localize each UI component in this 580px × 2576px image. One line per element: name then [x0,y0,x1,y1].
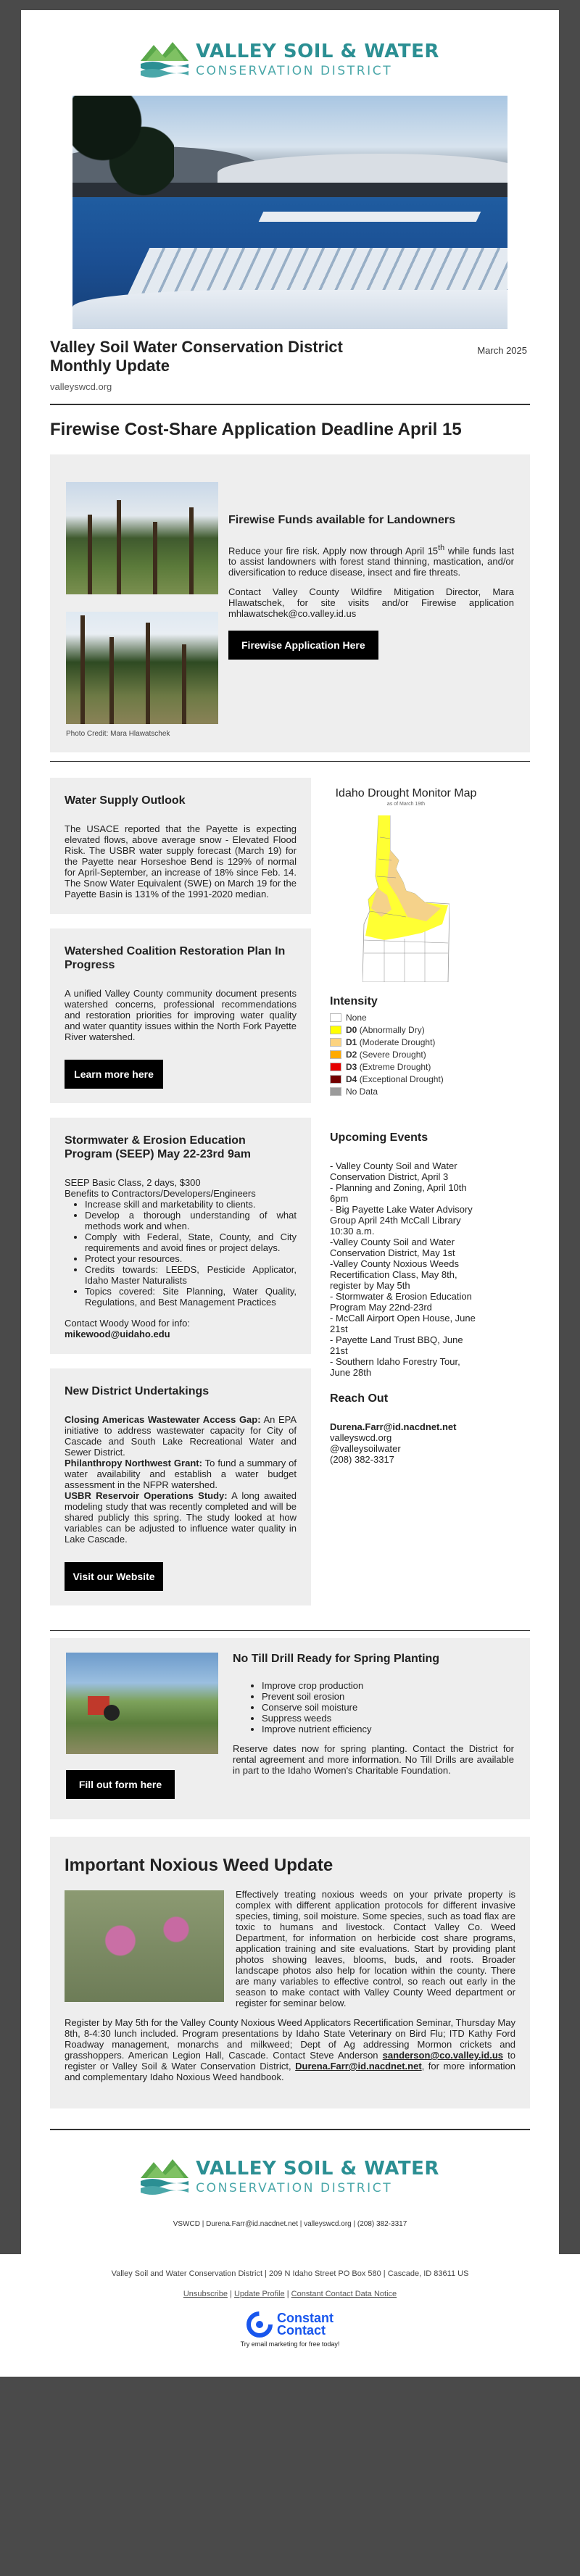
reach-social: @valleysoilwater [330,1443,401,1454]
hero-lake-image [72,96,508,329]
firewise-para2: Contact Valley County Wildfire Mitigation Director, Mara Hlawatschek, for site visits and/or Firewise application mhlawatschek@co.valley.id.us [228,586,514,620]
events-heading: Upcoming Events [330,1131,428,1144]
drought-legend [330,1013,482,1097]
seep-box [50,1118,311,1354]
constant-contact-footer [0,2254,580,2377]
update-profile-link[interactable]: Update Profile [233,2290,285,2298]
seep-contact: Contact Woody Wood for info: [65,1318,190,1329]
firewise-heading: Firewise Cost-Share Application Deadline April 15 [50,420,462,439]
district-heading: New District Undertakings [65,1385,210,1397]
seep-heading: Stormwater & Erosion Education Program (SEEP) May 22-23rd 9am [65,1134,251,1160]
event-item: - Payette Land Trust BBQ, June 21st [330,1334,463,1356]
cc-line1: Constant [277,2311,334,2325]
forest-photo-2 [66,612,218,724]
legend-item: No Data [330,1087,482,1097]
newsletter-title: Valley Soil Water Conservation District Monthly Update [50,338,343,375]
seep-benefits-list [65,1199,297,1308]
drought-map-title: Idaho Drought Monitor Map [335,787,477,799]
noxious-weed-para1: Effectively treating noxious weeds on your private property is complex with different application protocols for different invasive species, timing, soil moisture. Some species, such as toad flax are toxic to humans and livestock. Contact Valley Co. Weed Department, for information on herbicide cost share programs, application training and site evaluations. Start by providing plant photos showing leaves, blooms, buds, and roots. Broader landscape photos also help for location within the county. There are many variables to effective control, so reach out early in the season to make contact with Valley County Weed department or register for seminar below. [236,1889,515,2008]
list-item: • Suppress weeds [262,1713,514,1724]
seep-email-link[interactable]: mikewood@uidaho.edu [65,1329,170,1339]
visit-website-button[interactable]: Visit our Website [65,1562,163,1591]
drought-map-date: as of March 19th [386,802,426,807]
thistle-photo [65,1890,224,2002]
list-item: • Develop a thorough understanding of what methods work and when. [85,1210,297,1231]
constant-contact-logo[interactable] [0,2311,580,2338]
event-item: - McCall Airport Open House, June 21st [330,1313,476,1334]
list-item: • Credits towards: LEEDS, Pesticide Applicator, Idaho Master Naturalists [85,1264,297,1286]
watershed-body: A unified Valley County community document presents watershed concerns, professional recommendations and restoration priorities for improving water quality and water quantity issues within the North Fork Payette River watershed. [65,988,297,1042]
legend-item: None [330,1013,482,1023]
logo-title: VALLEY SOIL & WATER [196,40,439,62]
logo-subtitle: CONSERVATION DISTRICT [196,63,393,78]
firewise-para1: Reduce your fire risk. Apply now through April 15th while funds last to assist landowners with forest stand thinning, mastication, and/or diversification to reduce disease, insect and fire threats. [228,544,514,578]
water-supply-body: The USACE reported that the Payette is expecting elevated flows, above average snow - Elevated Flood Risk. The USBR water supply forecast (March 19) for the Payette near Horseshoe Bend is 129% of normal for April-September, an increase of 18% since Feb. 14. The Snow Water Equivalent (SWE) on March 19 for the Payette Basin is 131% of the 1991-2020 median. [65,823,297,899]
event-item: -Valley County Soil and Water Conservation District, May 1st [330,1237,455,1258]
no-till-body: Reserve dates now for spring planting. Contact the District for rental agreement and more information. No Till Drills are available in part to the Idaho Women's Charitable Foundation. [233,1743,514,1776]
no-till-heading: No Till Drill Ready for Spring Planting [233,1653,440,1665]
event-item: - Planning and Zoning, April 10th 6pm [330,1182,467,1204]
cc-line2: Contact [277,2323,326,2338]
district-item-2: Philanthropy Northwest Grant: To fund a summary of water availability and establish a water budget assessment in the NFPR watershed. [65,1458,297,1490]
water-supply-box [50,778,311,914]
photo-credit: Photo Credit: Mara Hlawatschek [66,730,170,738]
watershed-heading: Watershed Coalition Restoration Plan In Progress [65,945,286,971]
reach-out-heading: Reach Out [330,1392,389,1405]
event-item: -Valley County Noxious Weeds Recertification Class, May 8th, register by May 5th [330,1258,459,1291]
list-item: • Prevent soil erosion [262,1691,514,1702]
water-supply-heading: Water Supply Outlook [65,794,186,807]
seep-line1: SEEP Basic Class, 2 days, $300 [65,1177,201,1188]
list-item: • Topics covered: Site Planning, Water Quality, Regulations, and Best Management Practices [85,1286,297,1308]
fill-out-form-button[interactable]: Fill out form here [66,1770,175,1799]
noxious-weed-para2: Register by May 5th for the Valley County Noxious Weed Applicators Recertification Seminar, Thursday May 8th, 8-4:30 lunch included. Program presentations by Idaho State Veterinary on Bird Flu; ITD Kathy Ford Roadway management, monarchs and milkweed; Dept of Ag addressing Mormon crickets and grasshoppers. American Legion Hall, Cascade. Contact Steve Anderson sanderson@co.valley.id.us to register or Valley Soil & Water Conservation District, Durena.Farr@id.nacdnet.net, for more information and complementary Idaho Noxious Weed handbook. [65,2017,515,2082]
watershed-box [50,928,311,1103]
no-till-benefits-list [233,1680,514,1734]
sanderson-email-link[interactable]: sanderson@co.valley.id.us [382,2050,503,2061]
tractor-photo [66,1653,218,1754]
footer-contact-line: VSWCD | Durena.Farr@id.nacdnet.net | valleyswcd.org | (208) 382-3317 [173,2220,407,2228]
issue-date: March 2025 [477,345,527,356]
divider [50,404,530,405]
noxious-weed-heading: Important Noxious Weed Update [65,1856,334,1875]
event-item: - Valley County Soil and Water Conservation District, April 3 [330,1160,457,1182]
list-item: • Conserve soil moisture [262,1702,514,1713]
legend-item: D2 (Severe Drought) [330,1050,482,1060]
durena-email-link[interactable]: Durena.Farr@id.nacdnet.net [295,2061,422,2072]
legend-item: D0 (Abnormally Dry) [330,1025,482,1035]
list-item: • Increase skill and marketability to clients. [85,1199,297,1210]
firewise-application-button[interactable]: Firewise Application Here [228,631,378,660]
footer-links: Unsubscribe | Update Profile | Constant Contact Data Notice [183,2290,397,2298]
no-till-panel [50,1638,530,1819]
footer-logo-title: VALLEY SOIL & WATER [196,2157,439,2180]
forest-photo-1 [66,482,218,594]
district-item-3: USBR Reservoir Operations Study: A long awaited modeling study that was recently completed and will be shared publicly this spring. The study looked at how variables can be adjusted to influence water quality in Lake Cascade. [65,1490,297,1545]
mountain-logo-icon [141,39,188,80]
divider [50,1630,530,1631]
mountain-logo-icon [141,2156,188,2197]
reach-phone: (208) 382-3317 [330,1454,394,1465]
header-site: valleyswcd.org [50,381,112,392]
divider [50,761,530,762]
legend-item: D4 (Exceptional Drought) [330,1074,482,1084]
firewise-subheading: Firewise Funds available for Landowners [228,514,455,526]
noxious-weed-panel [50,1837,530,2108]
newsletter-header [50,338,530,375]
data-notice-link[interactable]: Constant Contact Data Notice [291,2290,397,2298]
cc-tagline[interactable]: Try email marketing for free today! [240,2340,340,2348]
list-item: • Comply with Federal, State, County, and City requirements and avoid fines or project delays. [85,1231,297,1253]
list-item: • Improve crop production [262,1680,514,1691]
footer-logo[interactable] [50,2130,530,2213]
events-list [330,1160,482,1378]
footer-address: Valley Soil and Water Conservation District | 209 N Idaho Street PO Box 580 | Cascade, ID 83611 US [111,2269,469,2278]
event-item: - Big Payette Lake Water Advisory Group April 24th McCall Library 10:30 a.m. [330,1204,473,1237]
constant-contact-icon [246,2311,273,2338]
seep-line2: Benefits to Contractors/Developers/Engineers [65,1188,256,1199]
intensity-title: Intensity [330,995,378,1007]
idaho-drought-map[interactable] [362,815,450,982]
learn-more-button[interactable]: Learn more here [65,1060,163,1089]
event-item: - Southern Idaho Forestry Tour, June 28th [330,1356,460,1378]
list-item: • Improve nutrient efficiency [262,1724,514,1734]
firewise-panel [50,454,530,752]
district-item-1: Closing Americas Wastewater Access Gap: An EPA initiative to address wastewater capacity for City of Cascade and South Lake Recreational Water and Sewer District. [65,1414,297,1458]
reach-site-link[interactable]: valleyswcd.org [330,1432,392,1443]
footer-logo-subtitle: CONSERVATION DISTRICT [196,2180,393,2195]
legend-item: D1 (Moderate Drought) [330,1037,482,1047]
email-card [21,10,559,2254]
reach-out-info [330,1421,482,1465]
event-item: - Stormwater & Erosion Education Program May 22nd-23rd [330,1291,472,1313]
reach-email-link[interactable]: Durena.Farr@id.nacdnet.net [330,1421,457,1432]
list-item: • Protect your resources. [85,1253,297,1264]
header-logo[interactable] [50,10,530,96]
district-box [50,1368,311,1605]
legend-item: D3 (Extreme Drought) [330,1062,482,1072]
unsubscribe-link[interactable]: Unsubscribe [183,2290,228,2298]
